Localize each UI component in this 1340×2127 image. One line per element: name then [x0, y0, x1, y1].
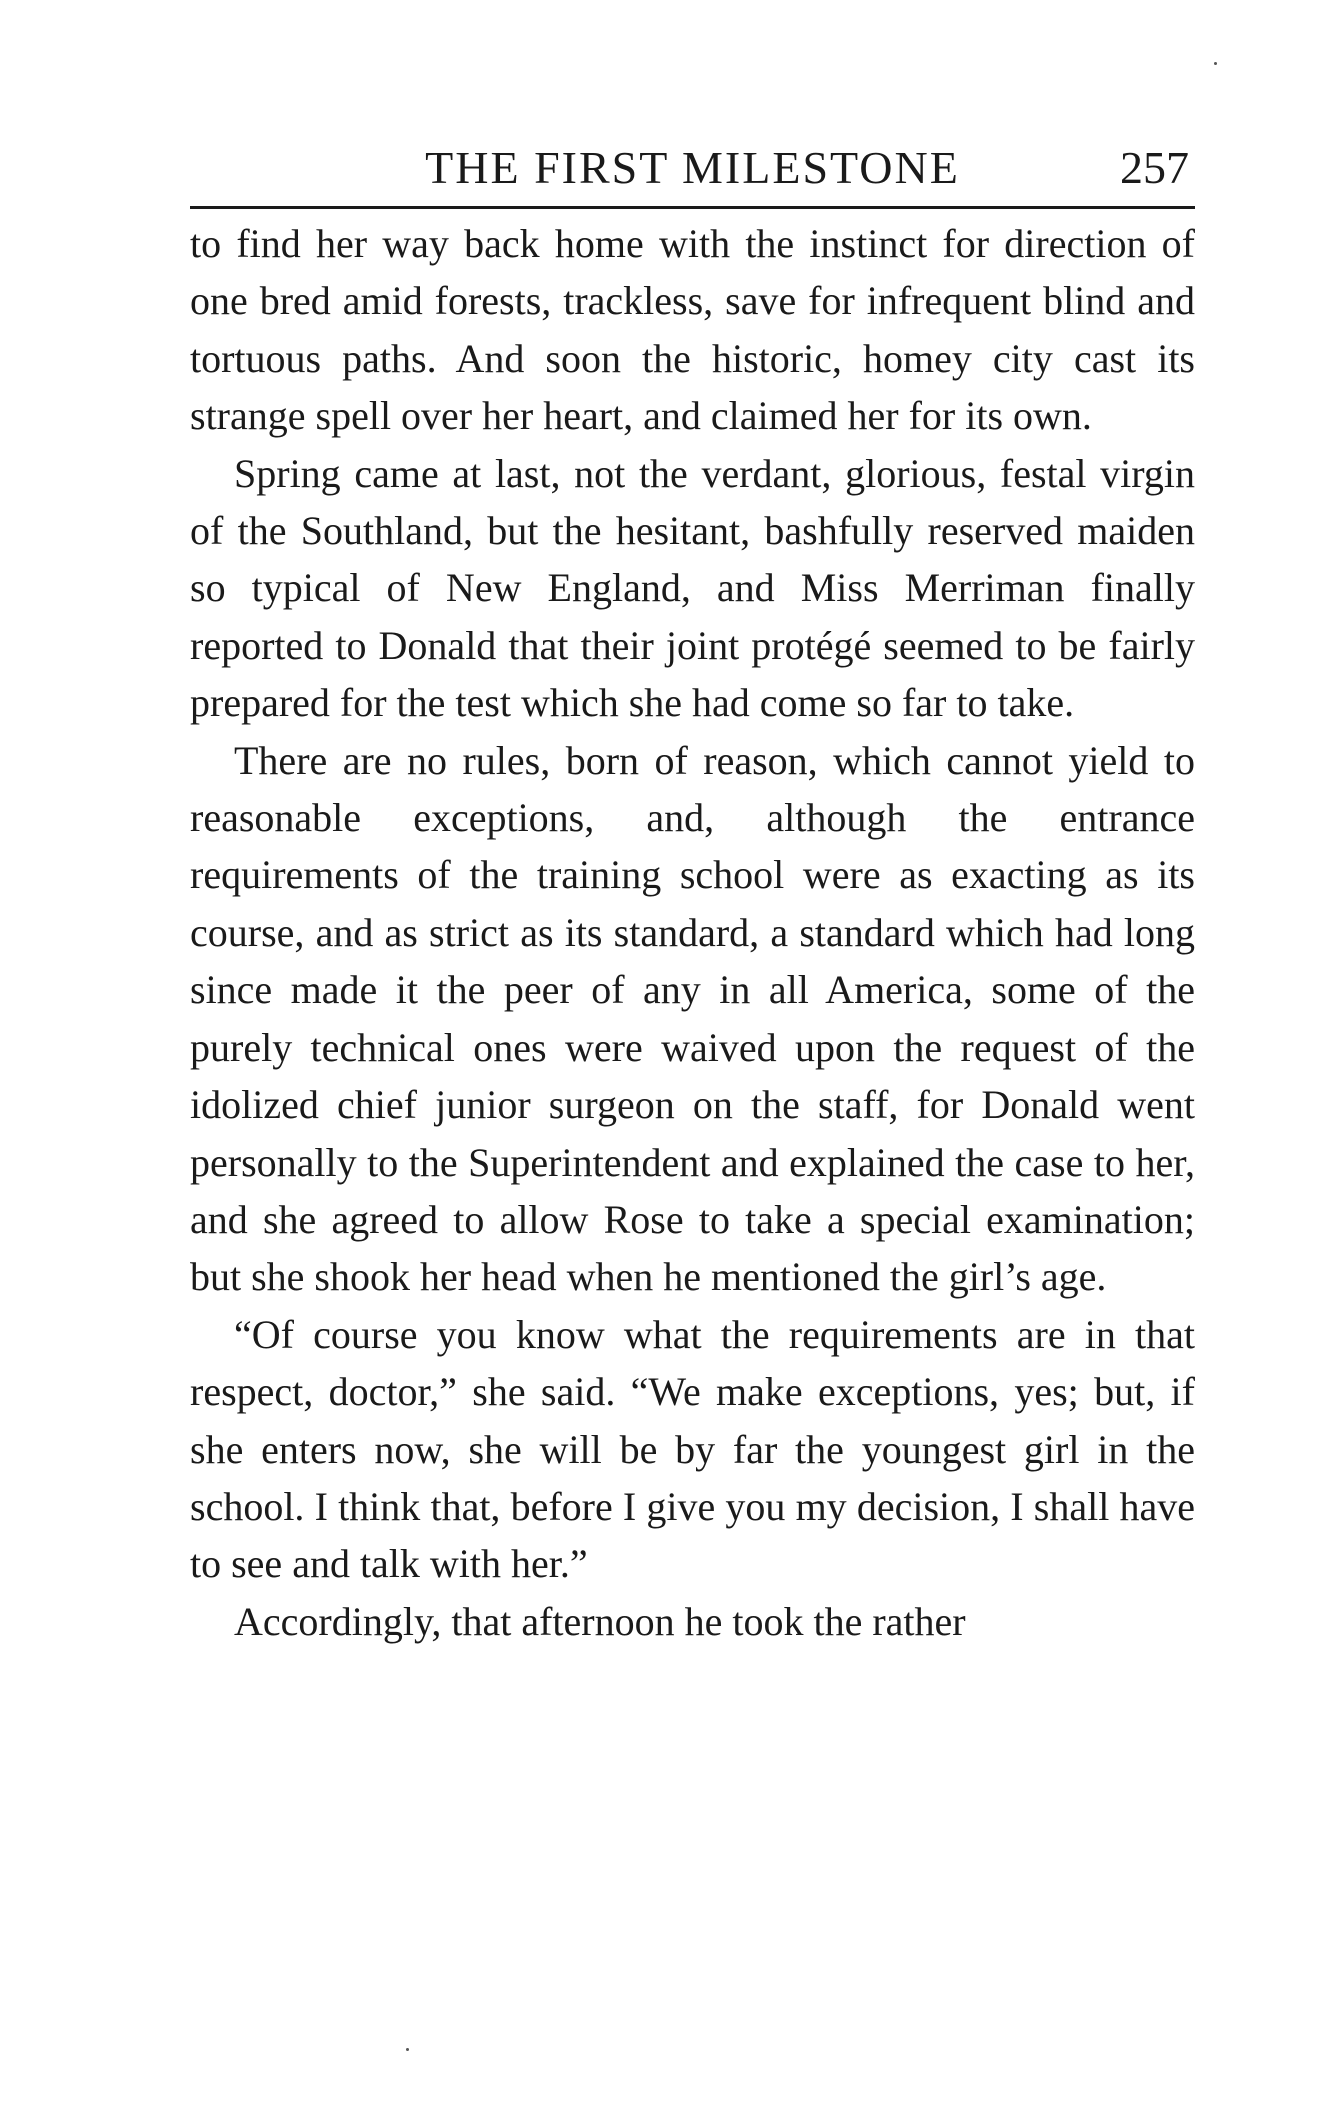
- paragraph-5: Accordingly, that afternoon he took the rather: [234, 1598, 966, 1644]
- paragraph-1: to find her way back home with the instinct for direction of one bred amid forests, trackless, save for infrequent blind and tortuous paths. And soon the historic, homey city cast its strange spell over her heart, and claimed her for its own.: [190, 221, 1195, 439]
- book-page: [190, 130, 1195, 1650]
- paragraph-4: “Of course you know what the requirements are in that respect, doctor,” she said. “We make exceptions, yes; but, if she enters now, she will be by far the youngest girl in the school. I think that, before I give you my decision, I shall have to see and talk with her.”: [190, 1311, 1195, 1587]
- body-text: [190, 215, 1195, 1650]
- paper-speck: [1214, 62, 1217, 65]
- paragraph-3: There are no rules, born of reason, which cannot yield to reasonable exceptions, and, although the entrance requirements of the training school were as exacting as its course, and as strict as its standard, a standard which had long since made it the peer of any in all America, some of the purely technical ones were waived upon the request of the idolized chief junior surgeon on the staff, for Donald went personally to the Superintendent and explained the case to her, and she agreed to allow Rose to take a special examination; but she shook her head when he mentioned the girl’s age.: [190, 737, 1195, 1300]
- running-head: [190, 130, 1195, 209]
- paragraph-2: Spring came at last, not the verdant, glorious, festal virgin of the Southland, but the hesitant, bashfully reserved maiden so typical of New England, and Miss Merriman finally reported to Donald that their joint protégé seemed to be fairly prepared for the test which she had come so far to take.: [190, 450, 1195, 726]
- paper-speck: [406, 2048, 409, 2051]
- running-title: THE FIRST MILESTONE: [425, 142, 960, 193]
- page-number: 257: [1120, 142, 1189, 193]
